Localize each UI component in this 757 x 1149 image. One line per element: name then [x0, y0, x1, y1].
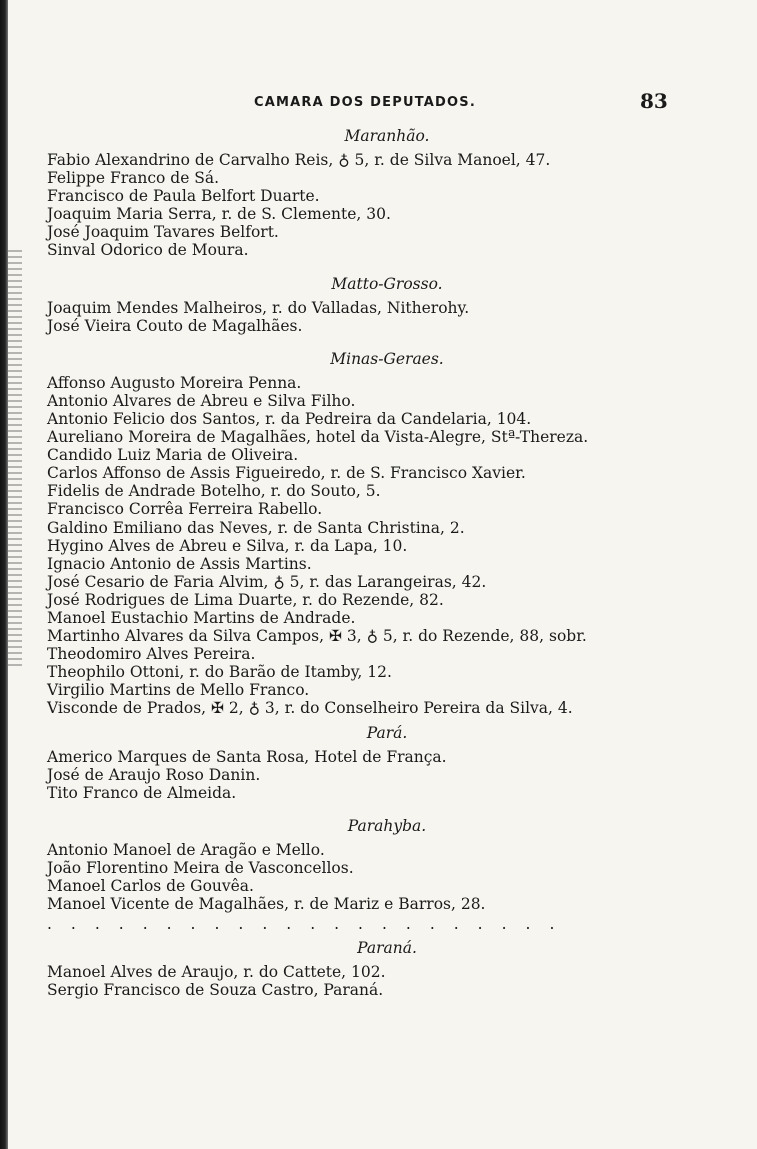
- list-item: José Cesario de Faria Alvim, ♁ 5, r. das Larangeiras, 42.: [47, 572, 487, 591]
- list-item: Antonio Alvares de Abreu e Silva Filho.: [47, 391, 356, 410]
- list-item: José Joaquim Tavares Belfort.: [47, 223, 279, 242]
- book-spine-edge: [0, 0, 8, 1149]
- list-item: Sergio Francisco de Souza Castro, Paraná.: [47, 981, 384, 1000]
- list-item: Tito Franco de Almeida.: [47, 783, 237, 802]
- list-item: Theodomiro Alves Pereira.: [47, 645, 256, 664]
- section-title-minas-geraes: Minas-Geraes.: [330, 349, 444, 368]
- list-item: José Rodrigues de Lima Duarte, r. do Rezende, 82.: [47, 590, 444, 609]
- section-title-parahyba: Parahyba.: [347, 816, 427, 835]
- list-item: Joaquim Maria Serra, r. de S. Clemente, 30.: [47, 205, 391, 224]
- list-item: Felippe Franco de Sá.: [47, 169, 220, 188]
- list-item: Fabio Alexandrino de Carvalho Reis, ♁ 5, r. de Silva Manoel, 47.: [47, 151, 551, 169]
- list-item: Antonio Felicio dos Santos, r. da Pedreira da Candelaria, 104.: [47, 409, 532, 428]
- list-item: Americo Marques de Santa Rosa, Hotel de França.: [47, 747, 447, 766]
- page-number: 83: [640, 89, 668, 113]
- list-item: Visconde de Prados, ✠ 2, ♁ 3, r. do Conselheiro Pereira da Silva, 4.: [47, 699, 573, 718]
- list-item: Martinho Alvares da Silva Campos, ✠ 3, ♁ 5, r. do Rezende, 88, sobr.: [47, 627, 587, 646]
- list-item: Sinval Odorico de Moura.: [47, 241, 249, 260]
- list-item: José Vieira Couto de Magalhães.: [47, 316, 303, 335]
- list-item: Galdino Emiliano das Neves, r. de Santa Christina, 2.: [47, 518, 465, 537]
- list-item: Manoel Alves de Araujo, r. do Cattete, 102.: [47, 963, 386, 982]
- section-title-matto-grosso: Matto-Grosso.: [331, 274, 443, 293]
- list-item: Francisco de Paula Belfort Duarte.: [47, 187, 320, 206]
- list-item: João Florentino Meira de Vasconcellos.: [47, 858, 354, 877]
- list-item: Affonso Augusto Moreira Penna.: [47, 373, 302, 392]
- deputies-list: [47, 121, 687, 999]
- list-item: Candido Luiz Maria de Oliveira.: [47, 446, 299, 465]
- list-item: Manoel Eustachio Martins de Andrade.: [47, 608, 356, 627]
- list-item: Carlos Affonso de Assis Figueiredo, r. de S. Francisco Xavier.: [47, 464, 526, 483]
- list-item: Ignacio Antonio de Assis Martins.: [47, 554, 312, 573]
- section-title-para: Pará.: [366, 723, 408, 742]
- ellipsis-separator: ......................: [47, 915, 574, 934]
- list-item: Joaquim Mendes Malheiros, r. do Valladas, Nitherohy.: [47, 298, 470, 317]
- list-item: José de Araujo Roso Danin.: [47, 765, 261, 784]
- section-title-maranhao: Maranhão.: [344, 127, 430, 145]
- list-item: Fidelis de Andrade Botelho, r. do Souto, 5.: [47, 482, 381, 501]
- spine-texture: [8, 250, 22, 670]
- list-item: Hygino Alves de Abreu e Silva, r. da Lapa, 10.: [47, 536, 408, 555]
- running-head: CAMARA DOS DEPUTADOS.: [254, 95, 476, 110]
- list-item: Theophilo Ottoni, r. do Barão de Itamby, 12.: [47, 663, 392, 682]
- list-item: Manoel Carlos de Gouvêa.: [47, 877, 254, 895]
- list-item: Francisco Corrêa Ferreira Rabello.: [47, 500, 323, 519]
- list-item: Aureliano Moreira de Magalhães, hotel da Vista-Alegre, Stª-Thereza.: [47, 428, 589, 447]
- section-title-parana: Paraná.: [357, 939, 417, 958]
- list-item: Antonio Manoel de Aragão e Mello.: [47, 840, 325, 859]
- list-item: Virgilio Martins de Mello Franco.: [47, 681, 310, 700]
- list-item: Manoel Vicente de Magalhães, r. de Mariz e Barros, 28.: [47, 895, 486, 914]
